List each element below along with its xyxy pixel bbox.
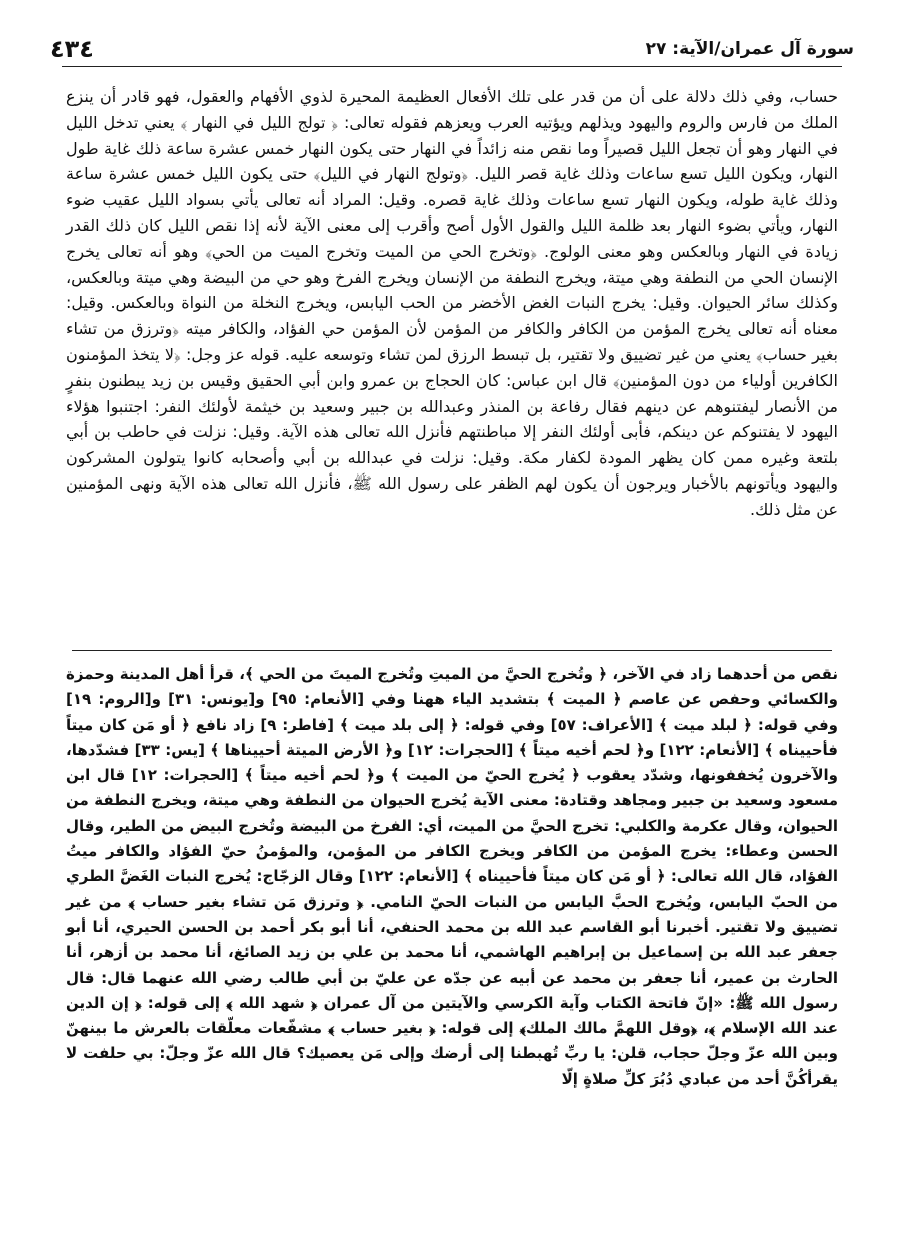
page-header [50, 34, 854, 64]
footnote-divider [72, 650, 832, 651]
surah-reference: سورة آل عمران/الآية: ٢٧ [645, 39, 854, 59]
page-number: ٤٣٤ [50, 35, 94, 63]
footnote-paragraph: نقص من أحدهما زاد في الآخر، ﴿ وتُخرج الحيَّ من الميتِ وتُخرج الميتَ من الحي ﴾، قرأ أهل المدينة وحمزة والكسائي وحفص عن عاصم ﴿ الميت ﴾ بتشديد الياء ههنا وفي [الأنعام: ٩٥] و[يونس: ٣١] و[الروم: ١٩] وفي قوله: ﴿ لبلد ميت ﴾ [الأعراف: ٥٧] وفي قوله: ﴿ إلى بلد ميت ﴾ [فاطر: ٩] زاد نافع ﴿ أو مَن كان ميتاً فأحييناه ﴾ [الأنعام: ١٢٢] و﴿ لحم أخيه ميتاً ﴾ [الحجرات: ١٢] و﴿ الأرض الميتة أحييناها ﴾ [يس: ٣٣] فشدّدها، والآخرون يُخففونها، وشدّد يعقوب ﴿ يُخرج الحيّ من الميت ﴾ و﴿ لحم أخيه ميتاً ﴾ [الحجرات: ١٢] قال ابن مسعود وسعيد بن جبير ومجاهد وقتادة: معنى الآية يُخرج الحيوان من النطفة وهي ميتة، ويخرج النطفة من الحيوان، وقال عكرمة والكلبي: تخرج الحيَّ من الميت، أي: الفرخ من البيضة وتُخرج البيض من الطير، وقال الحسن وعطاء: يخرج المؤمن من الكافر ويخرج الكافر من المؤمن، والمؤمنُ حيّ الفؤاد والكافر ميتُ الفؤاد، قال الله تعالى: ﴿ أو مَن كان ميتاً فأحييناه ﴾ [الأنعام: ١٢٢] وقال الزجّاج: يُخرج النبات الغَضَّ الطري من الحبّ اليابس، ويُخرج الحبَّ اليابس من النبات الحيّ النامي. ﴿ وترزق مَن تشاء بغير حساب ﴾ من غير تضييق ولا تقتير. أخبرنا أبو القاسم عبد الله بن محمد الحنفي، أنا أبو بكر أحمد بن الحسن الحيري، أنا أبو جعفر عبد الله بن إسماعيل بن إبراهيم الهاشمي، أنا محمد بن علي بن زيد الصائغ، أنا محمد بن أزهر، أنا الحارث بن عمير، أنا جعفر بن محمد عن أبيه عن جدّه عن عليّ بن أبي طالب رضي الله عنهما قال: قال رسول الله ﷺ: «إنّ فاتحة الكتاب وآية الكرسي والآيتين من آل عمران ﴿ شهد الله ﴾ إلى قوله: ﴿ إن الدين عند الله الإسلام ﴾، ﴿وقل اللهمَّ مالك الملك﴾ إلى قوله: ﴿ بغير حساب ﴾ مشفّعات معلّقات بالعرش ما بينهنّ وبين الله عزّ وجلّ حجاب، قلن: يا ربِّ تُهبطنا إلى أرضك وإلى مَن يعصيك؟ قال الله عزّ وجلّ: بي حلفت لا يقرأكُنَّ أحد من عبادي دُبُرَ كلِّ صلاةٍ إلّا [66, 665, 838, 1088]
header-divider [62, 66, 842, 67]
footnote-section [66, 662, 838, 1092]
main-paragraph: حساب، وفي ذلك دلالة على أن من قدر على تلك الأفعال العظيمة المحيرة لذوي الأفهام والعقول، فهو قادر أن ينزع الملك من فارس والروم واليهود ويذلهم ويؤتيه العرب ويعزهم فقوله تعالى: ﴿ تولج الليل في النهار ﴾ يعني تدخل الليل في النهار وهو أن تجعل الليل قصيراً وما نقص منه زائداً في النهار حتى يكون النهار خمس عشرة ساعة ذلك غاية طول النهار، ويكون الليل تسع ساعات وذلك غاية قصر الليل. ﴿وتولج النهار في الليل﴾ حتى يكون الليل خمس عشرة ساعة وذلك غاية طوله، ويكون النهار تسع ساعات وذلك غاية قصره. وقيل: المراد أنه تعالى يأتي بسواد الليل عقيب ضوء النهار، ويأتي بضوء النهار بعد ظلمة الليل والقول الأول أصح وأقرب إلى معنى الآية لأنه إذا نقص الليل كان ذلك القدر زيادة في النهار وبالعكس وهو معنى الولوج. ﴿وتخرج الحي من الميت وتخرج الميت من الحي﴾ وهو أنه تعالى يخرج الإنسان الحي من النطفة وهي ميتة، ويخرج النطفة من الإنسان ويخرج الفرخ وهو حي من البيضة وهي ميتة وبالعكس، وكذلك سائر الحيوان. وقيل: يخرج النبات الغض الأخضر من الحب اليابس، ويخرج النخلة من النواة وبالعكس. وقيل: معناه أنه تعالى يخرج المؤمن من الكافر والكافر من المؤمن لأن المؤمن حي الفؤاد، والكافر ميته ﴿وترزق من تشاء بغير حساب﴾ يعني من غير تضييق ولا تقتير، بل تبسط الرزق لمن تشاء وتوسعه عليه. قوله عز وجل: ﴿لا يتخذ المؤمنون الكافرين أولياء من دون المؤمنين﴾ قال ابن عباس: كان الحجاج بن عمرو وابن أبي الحقيق وقيس بن زيد يبطنون بنفرٍ من الأنصار ليفتنوهم عن دينهم فقال رفاعة بن المنذر وعبدالله بن جبير وسعيد بن خيثمة لأولئك النفر: اجتنبوا هؤلاء اليهود لا يفتنوكم عن دينكم، فأبى أولئك النفر إلا مباطنتهم فأنزل الله تعالى هذه الآية. وقيل: نزلت في حاطب بن أبي بلتعة وغيره ممن كان يظهر المودة لكفار مكة. وقيل: نزلت في عبدالله بن أبي وأصحابه كانوا يتولون المشركون واليهود ويأتونهم بالأخبار ويرجون أن يكون لهم الظفر على رسول الله ﷺ، فأنزل الله تعالى هذه الآية ونهى المؤمنين عن مثل ذلك. [66, 87, 838, 519]
main-commentary [66, 84, 838, 523]
